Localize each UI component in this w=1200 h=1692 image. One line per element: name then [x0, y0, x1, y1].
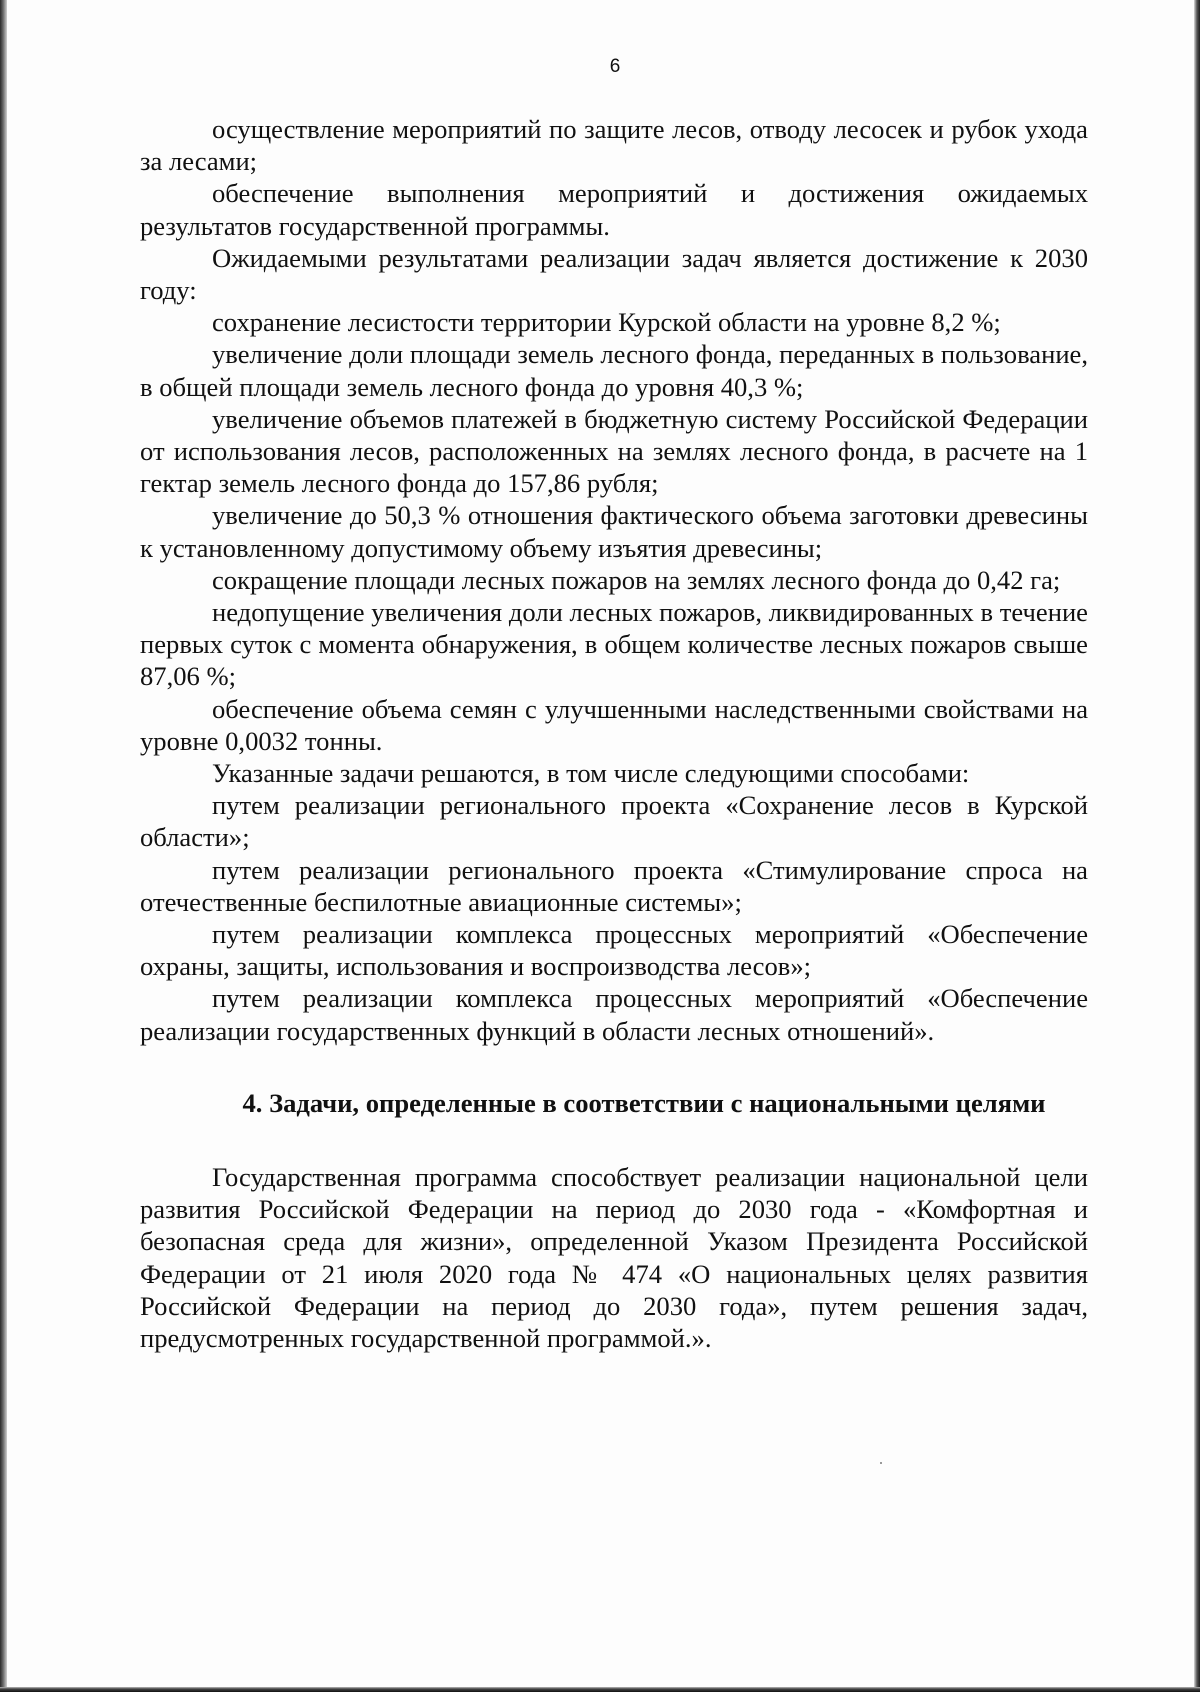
paragraph: сокращение площади лесных пожаров на землях лесного фонда до 0,42 га; [212, 564, 1061, 595]
paragraph: Ожидаемыми результатами реализации задач является достижение к 2030 году: [140, 242, 1088, 306]
paragraph: обеспечение выполнения мероприятий и достижения ожидаемых результатов государственной программы. [140, 178, 1088, 241]
scan-edge-right [1194, 0, 1200, 1692]
paragraph: путем реализации регионального проекта «Стимулирование спроса на отечественные беспилотные авиационные системы»; [140, 854, 1088, 917]
paragraph: увеличение объемов платежей в бюджетную систему Российской Федерации от использования лесов, расположенных на землях лесного фонда, в расчете на 1 гектар земель лесного фонда до 157,86 рубля; [140, 403, 1088, 499]
paragraph: осуществление мероприятий по защите лесов, отводу лесосек и рубок ухода за лесами; [140, 114, 1088, 177]
document-body [140, 113, 1088, 1354]
paragraph: недопущение увеличения доли лесных пожаров, ликвидированных в течение первых суток с момента обнаружения, в общем количестве лесных пожаров свыше 87,06 %; [140, 597, 1088, 692]
section-heading: 4. Задачи, определенные в соответствии с национальными целями [242, 1087, 1046, 1118]
paragraph: увеличение до 50,3 % отношения фактического объема заготовки древесины к установленному допустимому объему изъятия древесины; [140, 500, 1088, 563]
paragraph: путем реализации регионального проекта «Сохранение лесов в Курской области»; [140, 790, 1088, 853]
paragraph: путем реализации комплекса процессных мероприятий «Обеспечение охраны, защиты, использования и воспроизводства лесов»; [140, 919, 1088, 982]
page-number: 6 [609, 56, 621, 77]
paragraph: увеличение доли площади земель лесного фонда, переданных в пользование, в общей площади земель лесного фонда до уровня 40,3 %; [140, 339, 1088, 402]
paragraph: Указанные задачи решаются, в том числе следующими способами: [212, 758, 970, 789]
section-paragraph: Государственная программа способствует реализации национальной цели развития Российской Федерации на период до 2030 года - «Комфортная и безопасная среда для жизни», определенной Указом Президента Российской Федерации от 21 июля 2020 года № 474 «О национальных целях развития Российской Федерации на период до 2030 года», путем решения задач, предусмотренных государственной программой.». [140, 1161, 1088, 1353]
scan-edge-left [0, 0, 7, 1692]
scan-edge-bottom [0, 1687, 1200, 1692]
section-4 [140, 1087, 1088, 1354]
paragraph: путем реализации комплекса процессных мероприятий «Обеспечение реализации государственных функций в области лесных отношений». [140, 983, 1088, 1046]
paragraph: сохранение лесистости территории Курской области на уровне 8,2 %; [212, 307, 1001, 338]
scan-speck [880, 1462, 882, 1464]
paragraph: обеспечение объема семян с улучшенными наследственными свойствами на уровне 0,0032 тонны. [140, 693, 1088, 756]
